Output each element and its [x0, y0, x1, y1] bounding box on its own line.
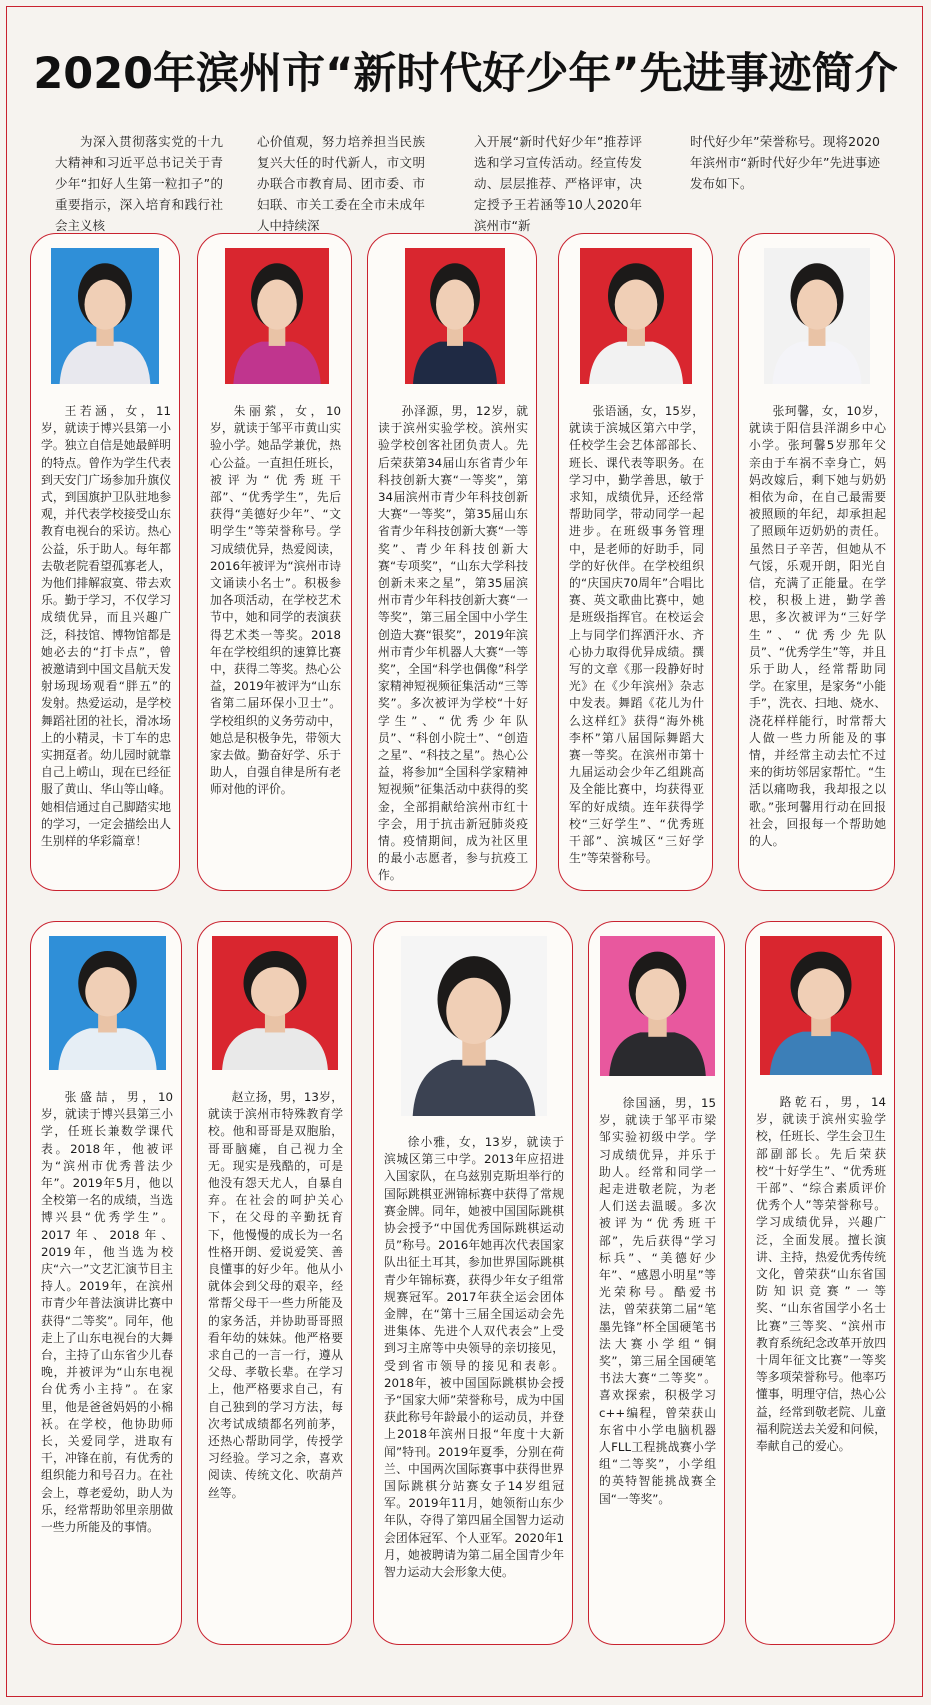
portrait-photo: [580, 248, 692, 384]
photo-face: [636, 968, 680, 1020]
profile-card: [197, 921, 352, 1645]
portrait-photo: [225, 248, 329, 384]
profile-bio: 张语涵，女，15岁，就读于滨城区第六中学，任校学生会艺体部部长、班长、课代表等职务。在学习中，勤学善思，敏于求知，成绩优异，还经常帮助同学，带动同学一起进步。在班级事务管理中，是老师的好助手，同学的好伙伴。在学校组织的“庆国庆70周年”合唱比赛、英文歌曲比赛中，她是班级指挥官。在校运会上与同学们挥洒汗水、齐心协力取得优异成绩。撰写的文章《那一段静好时光》在《少年滨州》杂志中发表。舞蹈《花儿为什么这样红》获得“海外桃李杯”第八届国际舞蹈大赛一等奖。在滨州市第十九届运动会少年乙组跳高及全能比赛中，均获得亚军的好成绩。连年获得学校“三好学生”、“优秀班干部”、滨城区“三好学生”等荣誉称号。: [569, 404, 704, 866]
portrait-photo: [764, 248, 870, 384]
photo-face: [798, 968, 844, 1019]
portrait-photo: [760, 936, 882, 1075]
page-title: 2020年滨州市“新时代好少年”先进事迹简介: [33, 49, 898, 99]
intro-col-1: 为深入贯彻落实党的十九大精神和习近平总书记关于青少年“扣好人生第一粒扣子”的重要指示，深入培育和践行社会主义核: [55, 134, 223, 233]
profile-bio: 王若涵，女，11岁，就读于博兴县第一小学。独立自信是她最鲜明的特点。曾作为学生代表到天安门广场参加升旗仪式，到国旗护卫队驻地参观，并代表学校接受山东教育电视台的采访。热心公益，乐于助人。每年都去敬老院看望孤寡老人，为他们排解寂寞、带去欢乐。勤于学习，不仅学习成绩优异，而且兴趣广泛，科技馆、博物馆都是她必去的“打卡点”，曾被邀请到中国文昌航天发射场现场观看“胖五”的发射。热爱运动，是学校舞蹈社团的社长，滑冰场上的小精灵，卡丁车的忠实拥趸者。幼儿园时就靠自己上崂山，现在已经征服了黄山、华山等山峰。她相信通过自己脚踏实地的学习，一定会描绘出人生别样的华彩篇章！: [41, 404, 171, 849]
profile-card: [745, 921, 895, 1645]
photo-face: [257, 280, 297, 330]
photo-face: [436, 280, 474, 330]
photo-face: [446, 978, 501, 1044]
portrait-photo: [405, 248, 505, 384]
profile-bio: 徐国涵，男，15岁，就读于邹平市梁邹实验初级中学。学习成绩优异，并乐于助人。经常和同学一起走进敬老院，为老人们送去温暖。多次被评为“优秀班干部”，先后获得“学习标兵”、“美德好少年”、“感恩小明星”等光荣称号。酷爱书法，曾荣获第二届“笔墨先锋”杯全国硬笔书法大赛小学组“铜奖”，第三届全国硬笔书法大赛“二等奖”。喜欢探索，积极学习c++编程，曾荣获山东省中小学电脑机器人FLL工程挑战赛小学组“二等奖”，小学组的英特智能挑战赛全国“一等奖”。: [599, 1096, 716, 1506]
profile-card: [588, 921, 725, 1645]
intro-col-4: 时代好少年”荣誉称号。现将2020年滨州市“新时代好少年”先进事迹发布如下。: [690, 134, 880, 191]
profile-bio: 孙泽源，男，12岁，就读于滨州实验学校。滨州实验学校创客社团负责人。先后荣获第34届山东省青少年科技创新大赛“一等奖”，第34届滨州市青少年科技创新大赛“一等奖”，第35届山东省青少年科技创新大赛“一等奖”、青少年科技创新大赛“专项奖”，“山东大学科技创新未来之星”，第35届滨州市青少年科技创新大赛“一等奖”，第三届全国中小学生创造大赛“银奖”，2019年滨州市青少年机器人大赛“一等奖”，全国“科学也偶像”科学家精神短视频征集活动“三等奖”。多次被评为学校“十好学生”、“优秀少年队员”、“科创小院士”、“创造之星”、“科技之星”。热心公益，将参加“全国科学家精神短视频”征集活动中获得的奖金，全部捐献给滨州市红十字会，用于抗击新冠肺炎疫情。疫情期间，成为社区里的最小志愿者，参与抗疫工作。: [378, 404, 528, 883]
profile-card: [373, 921, 573, 1645]
photo-face: [797, 280, 837, 330]
portrait-photo: [401, 936, 547, 1116]
intro-col-3: 入开展“新时代好少年”推荐评选和学习宣传活动。经宣传发动、层层推荐、严格评审，决定授予王若涵等10人2020年滨州市“新: [474, 134, 642, 233]
profile-bio: 路乾石，男，14岁，就读于滨州实验学校，任班长、学生会卫生部副部长。先后荣获校“十好学生”、“优秀班干部”、“综合素质评价优秀个人”等荣誉称号。学习成绩优异，兴趣广泛，全面发展。擅长演讲、主持，热爱优秀传统文化，曾荣获“山东省国防知识竞赛”一等奖、“山东省国学小名士比赛”三等奖、“滨州市教育系统纪念改革开放四十周年征文比赛”一等奖等多项荣誉称号。他率巧懂事，明理守信，热心公益，经常到敬老院、儿童福利院送去关爱和问候，奉献自己的爱心。: [756, 1095, 886, 1454]
portrait-photo: [600, 936, 715, 1076]
photo-face: [84, 280, 125, 330]
photo-face: [615, 280, 658, 330]
profile-card: [558, 233, 713, 891]
profile-card: [367, 233, 537, 891]
profile-bio: 张珂馨，女，10岁，就读于阳信县洋湖乡中心小学。张珂馨5岁那年父亲由于车祸不幸身亡，妈妈改嫁后，剩下她与奶奶相依为命，在自己最需要被照顾的年纪，却承担起了照顾年迈奶奶的责任。虽然日子辛苦，但她从不气馁，乐观开朗，阳光自信，充满了正能量。在学校，积极上进，勤学善思，多次被评为“三好学生”、“优秀少先队员”、“优秀学生”等，并且乐于助人，经常帮助同学。在家里，是家务“小能手”，洗衣、扫地、烧水、浇花样样能行，时常帮大人做一些力所能及的事情，并经常主动去忙不过来的街坊邻居家帮忙。“生活以痛吻我，我却报之以歌。”张珂馨用行动在回报社会，回报每一个帮助她的人。: [749, 404, 886, 849]
portrait-photo: [49, 936, 166, 1070]
photo-face: [251, 967, 299, 1016]
profile-bio: 朱丽萦，女，10岁，就读于邹平市黄山实验小学。她品学兼优，热心公益。一直担任班长，被评为“优秀班干部”、“优秀学生”，先后获得“美德好少年”、“文明学生”等荣誉称号。学习成绩优异，热爱阅读，2016年被评为“滨州市诗文诵读小名士”。积极参加各项活动，在学校艺术节中，她和同学的表演获得艺术类一等奖。2018年在学校组织的速算比赛中，获得二等奖。热心公益，2019年被评为“山东省第二届环保小卫士”。学校组织的义务劳动中，她总是积极争先，带领大家去做。勤奋好学、乐于助人，自强自律是所有老师对他的评价。: [210, 404, 341, 797]
profile-card: [30, 233, 180, 891]
portrait-photo: [212, 936, 338, 1070]
portrait-photo: [51, 248, 159, 384]
profile-bio: 张盛喆，男，10岁，就读于博兴县第三小学，任班长兼数学课代表。2018年，他被评为“滨州市优秀普法少年”。2019年5月，他以全校第一名的成绩，当选博兴县“优秀学生”。2017年、2018年、2019年，他当选为校庆“六一”文艺汇演节目主持人。2019年，在滨州市青少年普法演讲比赛中获得“二等奖”。同年，他走上了山东电视台的大舞台，主持了山东省少儿春晚，并被评为“山东电视台优秀小主持”。在家里，他是爸爸妈妈的小棉袄。在学校，他协助师长，关爱同学，进取有干，冲锋在前，有优秀的组织能力和号召力。在社会上，尊老爱幼，助人为乐，经常帮助邻里亲朋做一些力所能及的事情。: [41, 1090, 173, 1535]
profile-bio: 徐小雅，女，13岁，就读于滨城区第三中学。2013年应招进入国家队，在乌兹别克斯坦举行的国际跳棋亚洲锦标赛中获得了常规赛金牌。同年，她被中国国际跳棋协会授予“中国优秀国际跳棋运动员”称号。2016年她再次代表国家队出征土耳其，参加世界国际跳棋青少年锦标赛，获得少年女子组常规赛冠军。2017年获全运会团体金牌，在“第十三届全国运动会先进集体、先进个人双代表会”上受到习主席等中央领导的亲切接见，受到省市领导的接见和表彰。2018年，被中国国际跳棋协会授予“国家大师”荣誉称号，成为中国获此称号年龄最小的运动员，并登上2018年滨州日报“年度十大新闻”特刊。2019年夏季，分别在荷兰、中国两次国际赛事中获得世界国际跳棋分站赛女子14岁组冠军。2019年11月，她领衔山东少年队，夺得了第四届全国智力运动会团体冠军、个人亚军。2020年1月，她被聘请为第二届全国青少年智力运动大会形象大使。: [384, 1135, 564, 1580]
profile-card: [738, 233, 895, 891]
profile-card: [30, 921, 182, 1645]
photo-face: [85, 967, 129, 1016]
intro-col-2: 心价值观，努力培养担当民族复兴大任的时代新人，市文明办联合市教育局、团市委、市妇联、市关工委在全市未成年人中持续深: [257, 134, 425, 233]
profile-card: [197, 233, 352, 891]
profile-bio: 赵立扬，男，13岁，就读于滨州市特殊教育学校。他和哥哥是双胞胎，哥哥脑瘫，自己视力全无。现实是残酷的，可是他没有怨天尤人，自暴自弃。在社会的呵护关心下，在父母的辛勤抚育下，他慢慢的成长为一名性格开朗、爱说爱笑、善良懂事的好少年。他从小就体会到父母的艰辛，经常帮父母干一些力所能及的家务活，并协助哥哥照看年幼的妹妹。他严格要求自己的一言一行，遵从父母、孝敬长辈。在学习上，他严格要求自己，有自己独到的学习方法，每次考试成绩都名列前茅，还热心帮助同学，传授学习经验。学习之余，喜欢阅读、传统文化、吹葫芦丝等。: [208, 1090, 343, 1500]
